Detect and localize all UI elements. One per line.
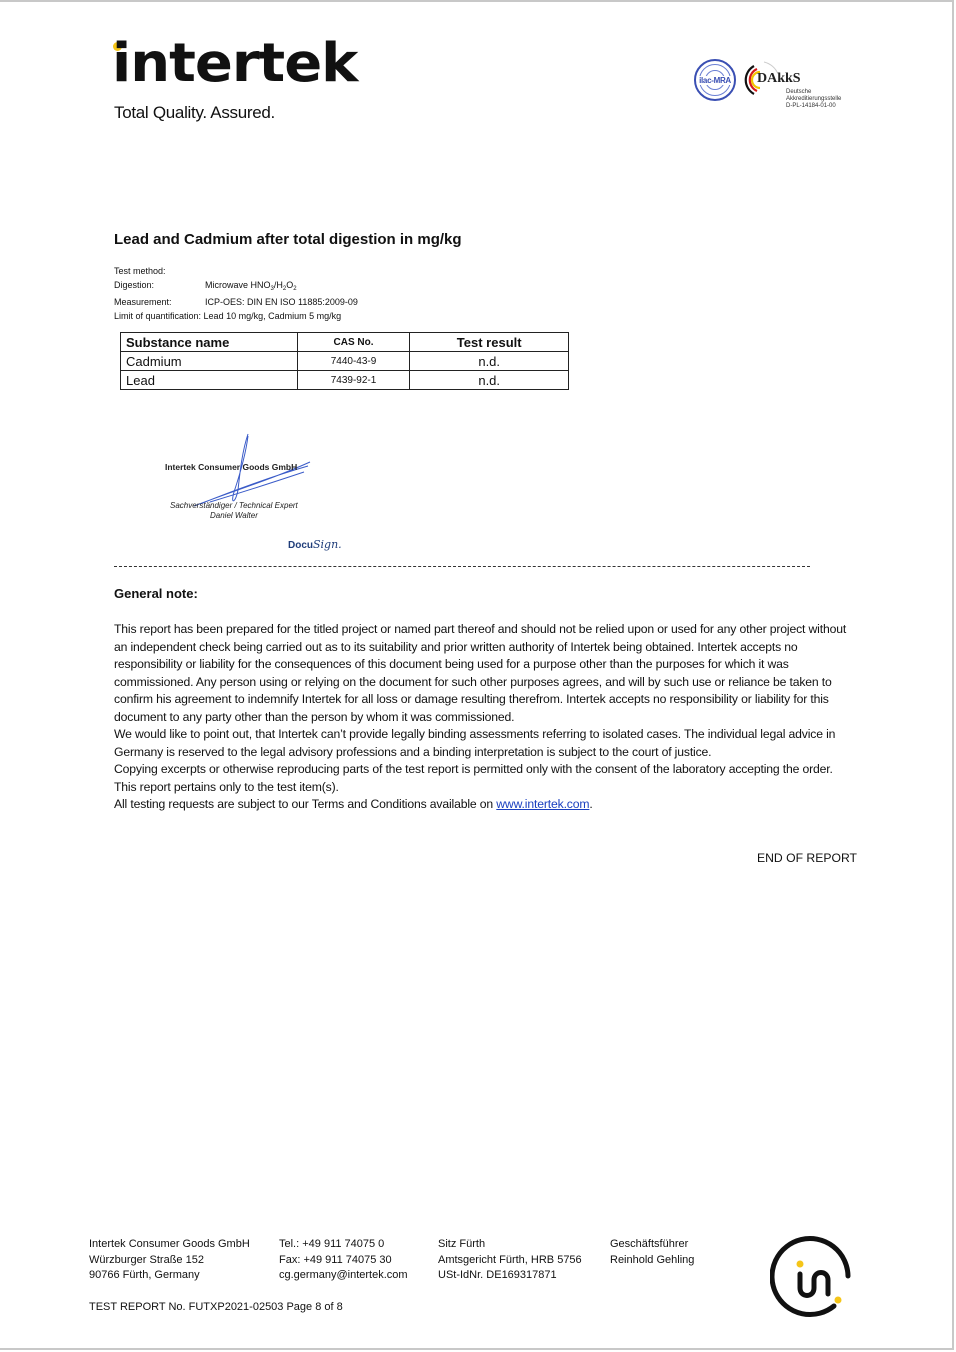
- signature-name: Daniel Walter: [210, 511, 258, 520]
- table-header-row: [121, 333, 569, 352]
- note-paragraph: We would like to point out, that Intertek can’t provide legally binding assessments referring to isolated cases. The individual legal advice in Germany is reserved to the legal advisory professions and a binding interpretation is subject to the court of justice.: [114, 727, 836, 759]
- general-note-title: General note:: [114, 586, 198, 601]
- result-cell: n.d.: [410, 352, 569, 371]
- section-title: Lead and Cadmium after total digestion in mg/kg: [114, 231, 462, 248]
- footer-management: Geschäftsführer Reinhold Gehling: [610, 1238, 695, 1266]
- table-row: [121, 352, 569, 371]
- end-of-report: END OF REPORT: [757, 851, 857, 865]
- intertek-in-logo-icon: [770, 1236, 854, 1320]
- digestion-row: [114, 279, 358, 297]
- report-reference: TEST REPORT No. FUTXP2021-02503 Page 8 of 8: [89, 1301, 343, 1313]
- results-table: [120, 332, 569, 390]
- intertek-logo: intertek: [112, 32, 358, 95]
- terms-paragraph: All testing requests are subject to our Terms and Conditions available on www.intertek.com.: [114, 797, 593, 811]
- logo-tagline: Total Quality. Assured.: [114, 103, 275, 122]
- note-paragraph: Copying excerpts or otherwise reproducing parts of the test report is permitted only with the consent of the laboratory accepting the order. This report pertains only to the test item(s).: [114, 762, 833, 794]
- test-method-block: [114, 265, 358, 323]
- header-cas: CAS No.: [297, 333, 410, 352]
- table-row: [121, 371, 569, 390]
- docusign-logo: DocuSign.: [288, 538, 342, 551]
- ilac-mra-badge-icon: [694, 59, 736, 101]
- dakks-line: D-PL-14184-01-00: [786, 103, 836, 109]
- substance-cell: Cadmium: [121, 352, 298, 371]
- footer-contact: Tel.: +49 911 74075 0 Fax: +49 911 74075 30 cg.germany@intertek.com: [279, 1237, 408, 1284]
- measurement-value: ICP-OES: DIN EN ISO 11885:2009-09: [205, 297, 358, 307]
- cas-cell: 7440-43-9: [297, 352, 410, 371]
- header-result: Test result: [410, 333, 569, 352]
- result-cell: n.d.: [410, 371, 569, 390]
- digestion-value: Microwave $HNO_3/H_2O_2$: [205, 279, 297, 292]
- dakks-subtitle: [786, 89, 841, 110]
- measurement-label: Measurement:: [114, 297, 172, 307]
- note-paragraph: This report has been prepared for the titled project or named part thereof and should not be relied upon or used for any other project without an independent check being carried out as to its suitability and prior written authority of Intertek being obtained. Intertek accepts no responsibility or liability for the consequences of this document being used for a purpose other than the purposes for which it was commissioned. Any person using or relying on the document for such other purposes agrees, and will by such use or reliance be taken to confirm his agreement to indemnify Intertek for all loss or damage resulting therefrom. Intertek accepts no responsibility or liability for this document to any party other than the person by whom it was commissioned.: [114, 622, 847, 724]
- dakks-line: Akkreditierungsstelle: [786, 96, 842, 102]
- signature-role: Sachverständiger / Technical Expert: [170, 501, 298, 510]
- substance-cell: Lead: [121, 371, 298, 390]
- signature-scribble-icon: [190, 432, 350, 512]
- measurement-row: [114, 296, 358, 310]
- signature-company: Intertek Consumer Goods GmbH: [165, 462, 298, 472]
- dakks-line: Deutsche: [786, 89, 812, 95]
- limit-of-quantification: Limit of quantification: Lead 10 mg/kg, Cadmium 5 mg/kg: [114, 310, 342, 321]
- footer-registration: Sitz Fürth Amtsgericht Fürth, HRB 5756 USt-IdNr. DE169317871: [438, 1238, 582, 1281]
- footer-address: Intertek Consumer Goods GmbH Würzburger Straße 152 90766 Fürth, Germany: [89, 1238, 250, 1281]
- intertek-website-link[interactable]: www.intertek.com: [496, 797, 590, 811]
- ilac-label: ilac-MRA: [699, 75, 731, 85]
- test-method-label: Test method:: [114, 266, 166, 276]
- digestion-label: Digestion:: [114, 279, 155, 290]
- dakks-title: DAkkS: [757, 71, 801, 86]
- dashed-divider: [114, 566, 810, 567]
- header-substance: Substance name: [121, 333, 298, 352]
- footer-email: cg.germany@intertek.com: [279, 1269, 408, 1281]
- cas-cell: 7439-92-1: [297, 371, 410, 390]
- general-note-body: [114, 621, 854, 814]
